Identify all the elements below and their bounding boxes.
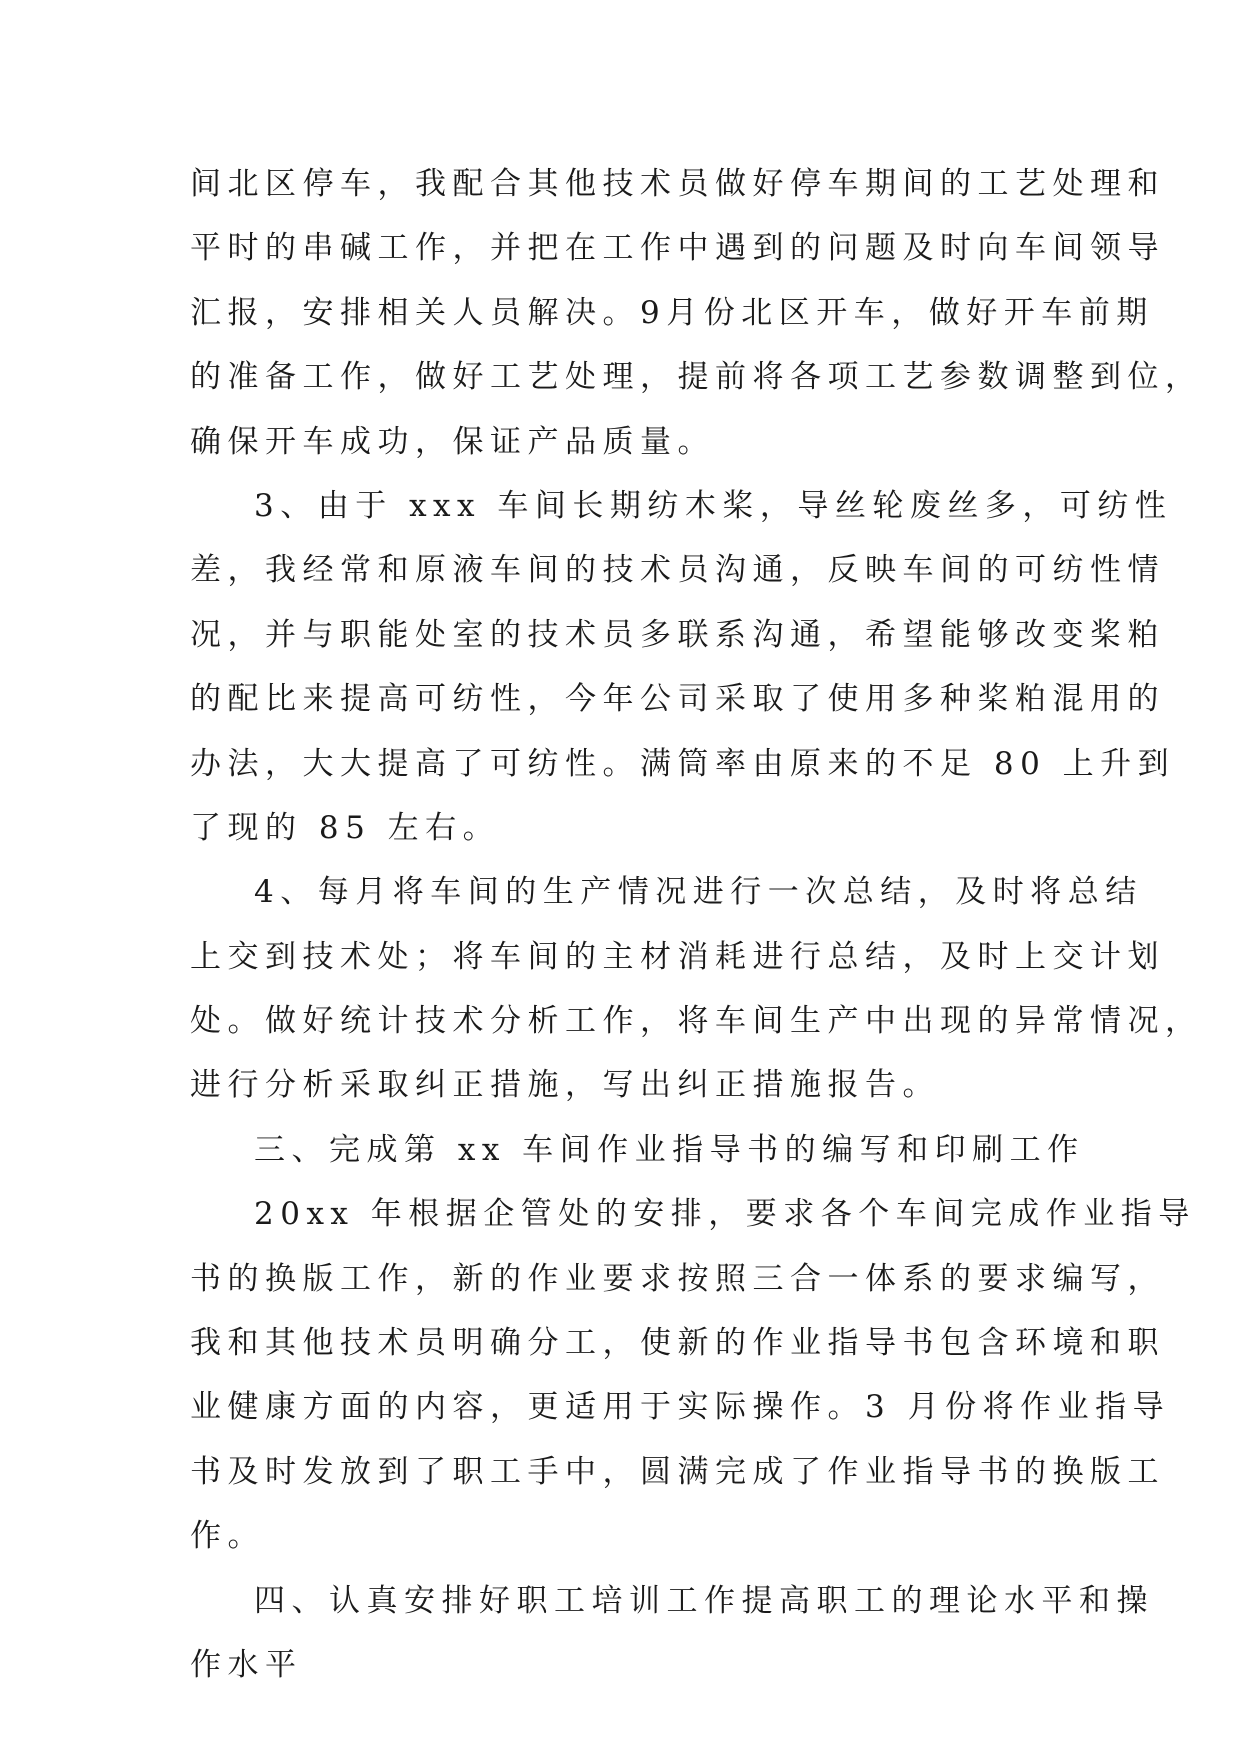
paragraph-first-line: 3、由于 xxx 车间长期纺木桨，导丝轮废丝多，可纺性	[254, 487, 1173, 524]
text-line: 平时的串碱工作，并把在工作中遇到的问题及时向车间领导	[190, 230, 1165, 267]
text-line: 书及时发放到了职工手中，圆满完成了作业指导书的换版工	[190, 1453, 1165, 1490]
text-line: 确保开车成功，保证产品质量。	[190, 423, 715, 460]
text-line: 办法，大大提高了可纺性。满筒率由原来的不足 80 上升到	[190, 745, 1176, 782]
paragraph-first-line: 20xx 年根据企管处的安排，要求各个车间完成作业指导	[254, 1196, 1196, 1233]
text-line: 况，并与职能处室的技术员多联系沟通，希望能够改变桨粕	[190, 616, 1165, 653]
text-line: 进行分析采取纠正措施，写出纠正措施报告。	[190, 1067, 940, 1104]
text-line: 书的换版工作，新的作业要求按照三合一体系的要求编写，	[190, 1260, 1165, 1297]
text-line: 汇报，安排相关人员解决。9月份北区开车，做好开车前期	[190, 294, 1154, 331]
text-line: 我和其他技术员明确分工，使新的作业指导书包含环境和职	[190, 1325, 1165, 1362]
text-line: 的配比来提高可纺性，今年公司采取了使用多种桨粕混用的	[190, 681, 1165, 718]
section-heading: 四、认真安排好职工培训工作提高职工的理论水平和操	[254, 1582, 1154, 1619]
text-line: 了现的 85 左右。	[190, 809, 501, 846]
text-line: 业健康方面的内容，更适用于实际操作。3 月份将作业指导	[190, 1389, 1171, 1426]
text-line: 差，我经常和原液车间的技术员沟通，反映车间的可纺性情	[190, 552, 1165, 589]
text-line: 作水平	[190, 1646, 303, 1683]
text-line: 上交到技术处；将车间的主材消耗进行总结，及时上交计划	[190, 938, 1165, 975]
paragraph-first-line: 4、每月将车间的生产情况进行一次总结，及时将总结	[254, 874, 1143, 911]
body-text	[190, 152, 1203, 1697]
text-line: 的准备工作，做好工艺处理，提前将各项工艺参数调整到位，	[190, 359, 1203, 396]
section-heading: 三、完成第 xx 车间作业指导书的编写和印刷工作	[254, 1131, 1085, 1168]
text-line: 作。	[190, 1518, 265, 1555]
text-line: 处。做好统计技术分析工作，将车间生产中出现的异常情况，	[190, 1003, 1203, 1040]
text-line: 间北区停车，我配合其他技术员做好停车期间的工艺处理和	[190, 166, 1165, 202]
